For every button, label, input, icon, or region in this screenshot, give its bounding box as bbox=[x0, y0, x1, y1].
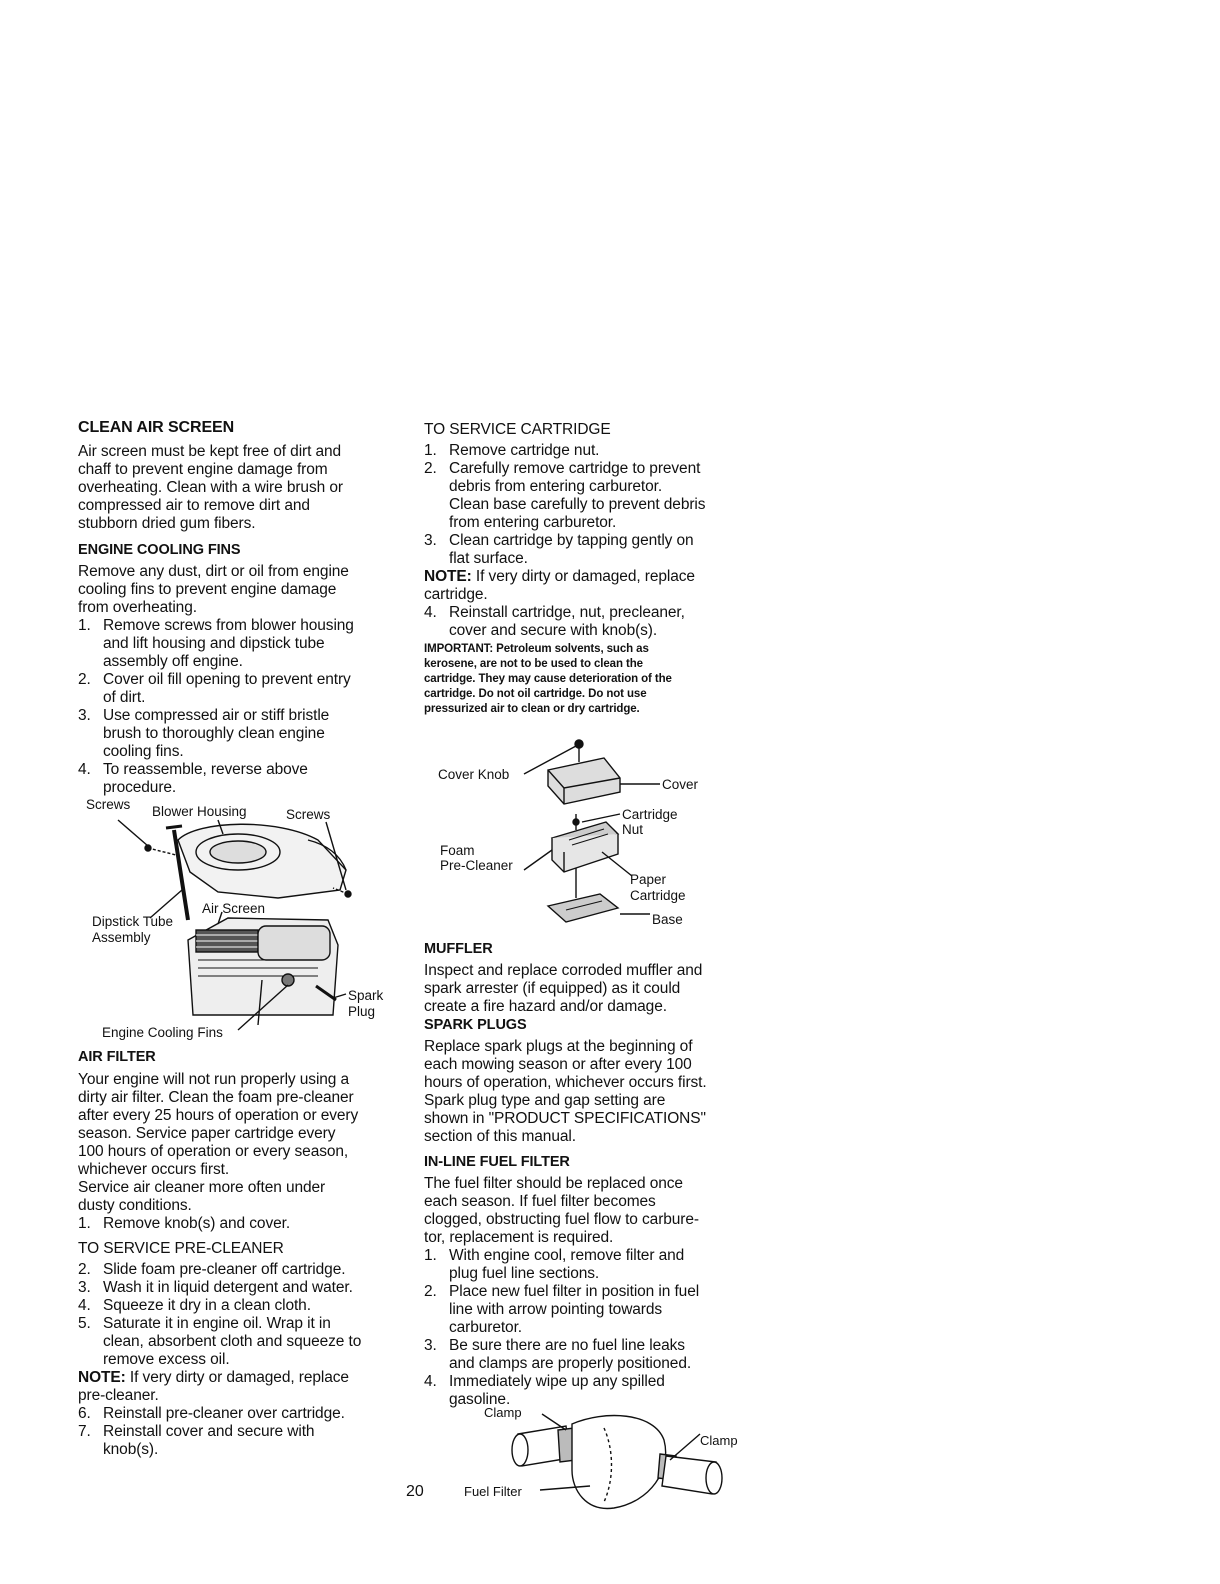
step-line: Slide foam pre-cleaner off cartridge. bbox=[103, 1261, 346, 1278]
body-line: compressed air to remove dirt and bbox=[78, 497, 310, 514]
step-number: 3. bbox=[424, 532, 437, 549]
step-line: remove excess oil. bbox=[103, 1351, 230, 1368]
step-number: 2. bbox=[424, 1283, 437, 1300]
step-line: Be sure there are no fuel line leaks bbox=[449, 1337, 685, 1354]
step-number: 2. bbox=[78, 671, 91, 688]
body-line: 100 hours of operation or every season, bbox=[78, 1143, 349, 1160]
step-line: carburetor. bbox=[449, 1319, 522, 1336]
step-number: 1. bbox=[424, 1247, 437, 1264]
step-number: 1. bbox=[424, 442, 437, 459]
body-line: clogged, obstructing fuel flow to carbure- bbox=[424, 1211, 699, 1228]
body-line: hours of operation, whichever occurs first. bbox=[424, 1074, 707, 1091]
fuel-filter-illustration bbox=[454, 1410, 754, 1520]
important-line: kerosene, are not to be used to clean the bbox=[424, 658, 643, 670]
step-line: Reinstall pre-cleaner over cartridge. bbox=[103, 1405, 345, 1422]
label-cartridge-nut: Nut bbox=[622, 822, 644, 837]
body-line: stubborn dried gum fibers. bbox=[78, 515, 256, 532]
note-line bbox=[424, 568, 695, 586]
step-line: Squeeze it dry in a clean cloth. bbox=[103, 1297, 311, 1314]
fuel-filter-heading: IN-LINE FUEL FILTER bbox=[424, 1154, 570, 1170]
air-filter-illustration bbox=[424, 730, 754, 935]
engine-figure bbox=[78, 797, 406, 1045]
note-line bbox=[78, 1369, 349, 1387]
step-number: 4. bbox=[78, 761, 91, 778]
body-line: chaff to prevent engine damage from bbox=[78, 461, 328, 478]
important-text: Petroleum solvents, such as bbox=[493, 643, 649, 655]
clean-air-screen-heading: CLEAN AIR SCREEN bbox=[78, 419, 235, 436]
step-number: 2. bbox=[424, 460, 437, 477]
muffler-heading: MUFFLER bbox=[424, 941, 493, 957]
step-line: Remove cartridge nut. bbox=[449, 442, 600, 459]
label-clamp-right: Clamp bbox=[700, 1433, 738, 1448]
step-line: of dirt. bbox=[103, 689, 146, 706]
step-number: 4. bbox=[78, 1297, 91, 1314]
label-base: Base bbox=[652, 912, 683, 927]
step-number: 1. bbox=[78, 1215, 91, 1232]
step-line: procedure. bbox=[103, 779, 177, 796]
step-line: Wash it in liquid detergent and water. bbox=[103, 1279, 353, 1296]
label-dipstick: Assembly bbox=[92, 930, 151, 945]
label-dipstick: Dipstick Tube bbox=[92, 914, 174, 929]
label-cooling-fins: Engine Cooling Fins bbox=[102, 1025, 223, 1040]
important-line bbox=[424, 642, 649, 656]
label-cartridge-nut: Cartridge bbox=[622, 807, 678, 822]
note-line: pre-cleaner. bbox=[78, 1387, 159, 1404]
step-line: Clean base carefully to prevent debris bbox=[449, 496, 706, 513]
label-air-screen: Air Screen bbox=[202, 901, 266, 916]
body-line: dirty air filter. Clean the foam pre-cleaner bbox=[78, 1089, 354, 1106]
step-number: 5. bbox=[78, 1315, 91, 1332]
engine-cooling-fins-heading: ENGINE COOLING FINS bbox=[78, 542, 241, 558]
body-line: Air screen must be kept free of dirt and bbox=[78, 443, 342, 460]
step-line: brush to thoroughly clean engine bbox=[103, 725, 325, 742]
fuel-filter-figure bbox=[454, 1405, 754, 1520]
step-line: Reinstall cover and secure with bbox=[103, 1423, 315, 1440]
step-line: Remove screws from blower housing bbox=[103, 617, 354, 634]
label-cover: Cover bbox=[662, 777, 699, 792]
step-number: 7. bbox=[78, 1423, 91, 1440]
body-line: Spark plug type and gap setting are bbox=[424, 1092, 666, 1109]
body-line: season. Service paper cartridge every bbox=[78, 1125, 336, 1142]
label-spark-plug: Spark bbox=[348, 988, 384, 1003]
step-line: from entering carburetor. bbox=[449, 514, 617, 531]
note-label: NOTE: bbox=[424, 568, 472, 585]
label-foam-pre-cleaner: Foam bbox=[440, 843, 475, 858]
body-line: shown in "PRODUCT SPECIFICATIONS" bbox=[424, 1110, 706, 1127]
spark-plugs-heading: SPARK PLUGS bbox=[424, 1017, 527, 1033]
body-line: each mowing season or after every 100 bbox=[424, 1056, 692, 1073]
page-number: 20 bbox=[406, 1483, 424, 1500]
step-line: To reassemble, reverse above bbox=[103, 761, 308, 778]
step-line: Remove knob(s) and cover. bbox=[103, 1215, 291, 1232]
step-number: 4. bbox=[424, 604, 437, 621]
note-label: NOTE: bbox=[78, 1369, 126, 1386]
note-text: If very dirty or damaged, replace bbox=[125, 1369, 349, 1386]
step-line: flat surface. bbox=[449, 550, 528, 567]
air-filter-figure bbox=[424, 730, 754, 935]
step-line: Place new fuel filter in position in fuel bbox=[449, 1283, 700, 1300]
body-line: section of this manual. bbox=[424, 1128, 576, 1145]
important-line: pressurized air to clean or dry cartridge. bbox=[424, 703, 640, 715]
step-number: 3. bbox=[78, 707, 91, 724]
step-number: 6. bbox=[78, 1405, 91, 1422]
body-line: each season. If fuel filter becomes bbox=[424, 1193, 656, 1210]
body-line: The fuel filter should be replaced once bbox=[424, 1175, 683, 1192]
step-number: 1. bbox=[78, 617, 91, 634]
step-line: cover and secure with knob(s). bbox=[449, 622, 658, 639]
body-line: cooling fins to prevent engine damage bbox=[78, 581, 337, 598]
label-screws-left: Screws bbox=[86, 797, 131, 812]
body-line: whichever occurs first. bbox=[78, 1161, 230, 1178]
step-line: Immediately wipe up any spilled bbox=[449, 1373, 665, 1390]
label-foam-pre-cleaner: Pre-Cleaner bbox=[440, 858, 513, 873]
service-cartridge-heading: TO SERVICE CARTRIDGE bbox=[424, 421, 611, 438]
body-line: Remove any dust, dirt or oil from engine bbox=[78, 563, 349, 580]
body-line: spark arrester (if equipped) as it could bbox=[424, 980, 681, 997]
step-line: Use compressed air or stiff bristle bbox=[103, 707, 330, 724]
note-line: cartridge. bbox=[424, 586, 488, 603]
step-line: and clamps are properly positioned. bbox=[449, 1355, 692, 1372]
note-text: If very dirty or damaged, replace bbox=[471, 568, 695, 585]
label-screws-right: Screws bbox=[286, 807, 331, 822]
important-label: IMPORTANT: bbox=[424, 643, 494, 655]
body-line: Service air cleaner more often under bbox=[78, 1179, 326, 1196]
step-line: clean, absorbent cloth and squeeze to bbox=[103, 1333, 362, 1350]
body-line: create a fire hazard and/or damage. bbox=[424, 998, 667, 1015]
label-paper-cartridge: Paper bbox=[630, 872, 667, 887]
body-line: Replace spark plugs at the beginning of bbox=[424, 1038, 693, 1055]
step-line: With engine cool, remove filter and bbox=[449, 1247, 685, 1264]
air-filter-heading: AIR FILTER bbox=[78, 1049, 156, 1065]
body-line: overheating. Clean with a wire brush or bbox=[78, 479, 343, 496]
step-number: 4. bbox=[424, 1373, 437, 1390]
step-line: Reinstall cartridge, nut, precleaner, bbox=[449, 604, 685, 621]
body-line: Inspect and replace corroded muffler and bbox=[424, 962, 703, 979]
body-line: dusty conditions. bbox=[78, 1197, 192, 1214]
step-number: 2. bbox=[78, 1261, 91, 1278]
step-number: 3. bbox=[78, 1279, 91, 1296]
important-line: cartridge. They may cause deterioration of the bbox=[424, 673, 672, 685]
label-fuel-filter: Fuel Filter bbox=[464, 1484, 522, 1499]
step-line: cooling fins. bbox=[103, 743, 184, 760]
label-blower-housing: Blower Housing bbox=[152, 804, 247, 819]
pre-cleaner-heading: TO SERVICE PRE-CLEANER bbox=[78, 1240, 284, 1257]
step-line: knob(s). bbox=[103, 1441, 159, 1458]
body-line: after every 25 hours of operation or every bbox=[78, 1107, 359, 1124]
step-line: Saturate it in engine oil. Wrap it in bbox=[103, 1315, 331, 1332]
body-line: tor, replacement is required. bbox=[424, 1229, 614, 1246]
step-line: assembly off engine. bbox=[103, 653, 243, 670]
label-clamp-left: Clamp bbox=[484, 1405, 522, 1420]
step-line: gasoline. bbox=[449, 1391, 511, 1408]
step-line: Carefully remove cartridge to prevent bbox=[449, 460, 701, 477]
body-line: Your engine will not run properly using a bbox=[78, 1071, 350, 1088]
step-number: 3. bbox=[424, 1337, 437, 1354]
step-line: Cover oil fill opening to prevent entry bbox=[103, 671, 351, 688]
step-line: plug fuel line sections. bbox=[449, 1265, 600, 1282]
important-line: cartridge. Do not oil cartridge. Do not use bbox=[424, 688, 647, 700]
step-line: Clean cartridge by tapping gently on bbox=[449, 532, 694, 549]
label-cover-knob: Cover Knob bbox=[438, 767, 510, 782]
label-paper-cartridge: Cartridge bbox=[630, 888, 686, 903]
step-line: line with arrow pointing towards bbox=[449, 1301, 663, 1318]
body-line: from overheating. bbox=[78, 599, 197, 616]
step-line: and lift housing and dipstick tube bbox=[103, 635, 325, 652]
label-spark-plug: Plug bbox=[348, 1004, 376, 1019]
step-line: debris from entering carburetor. bbox=[449, 478, 663, 495]
